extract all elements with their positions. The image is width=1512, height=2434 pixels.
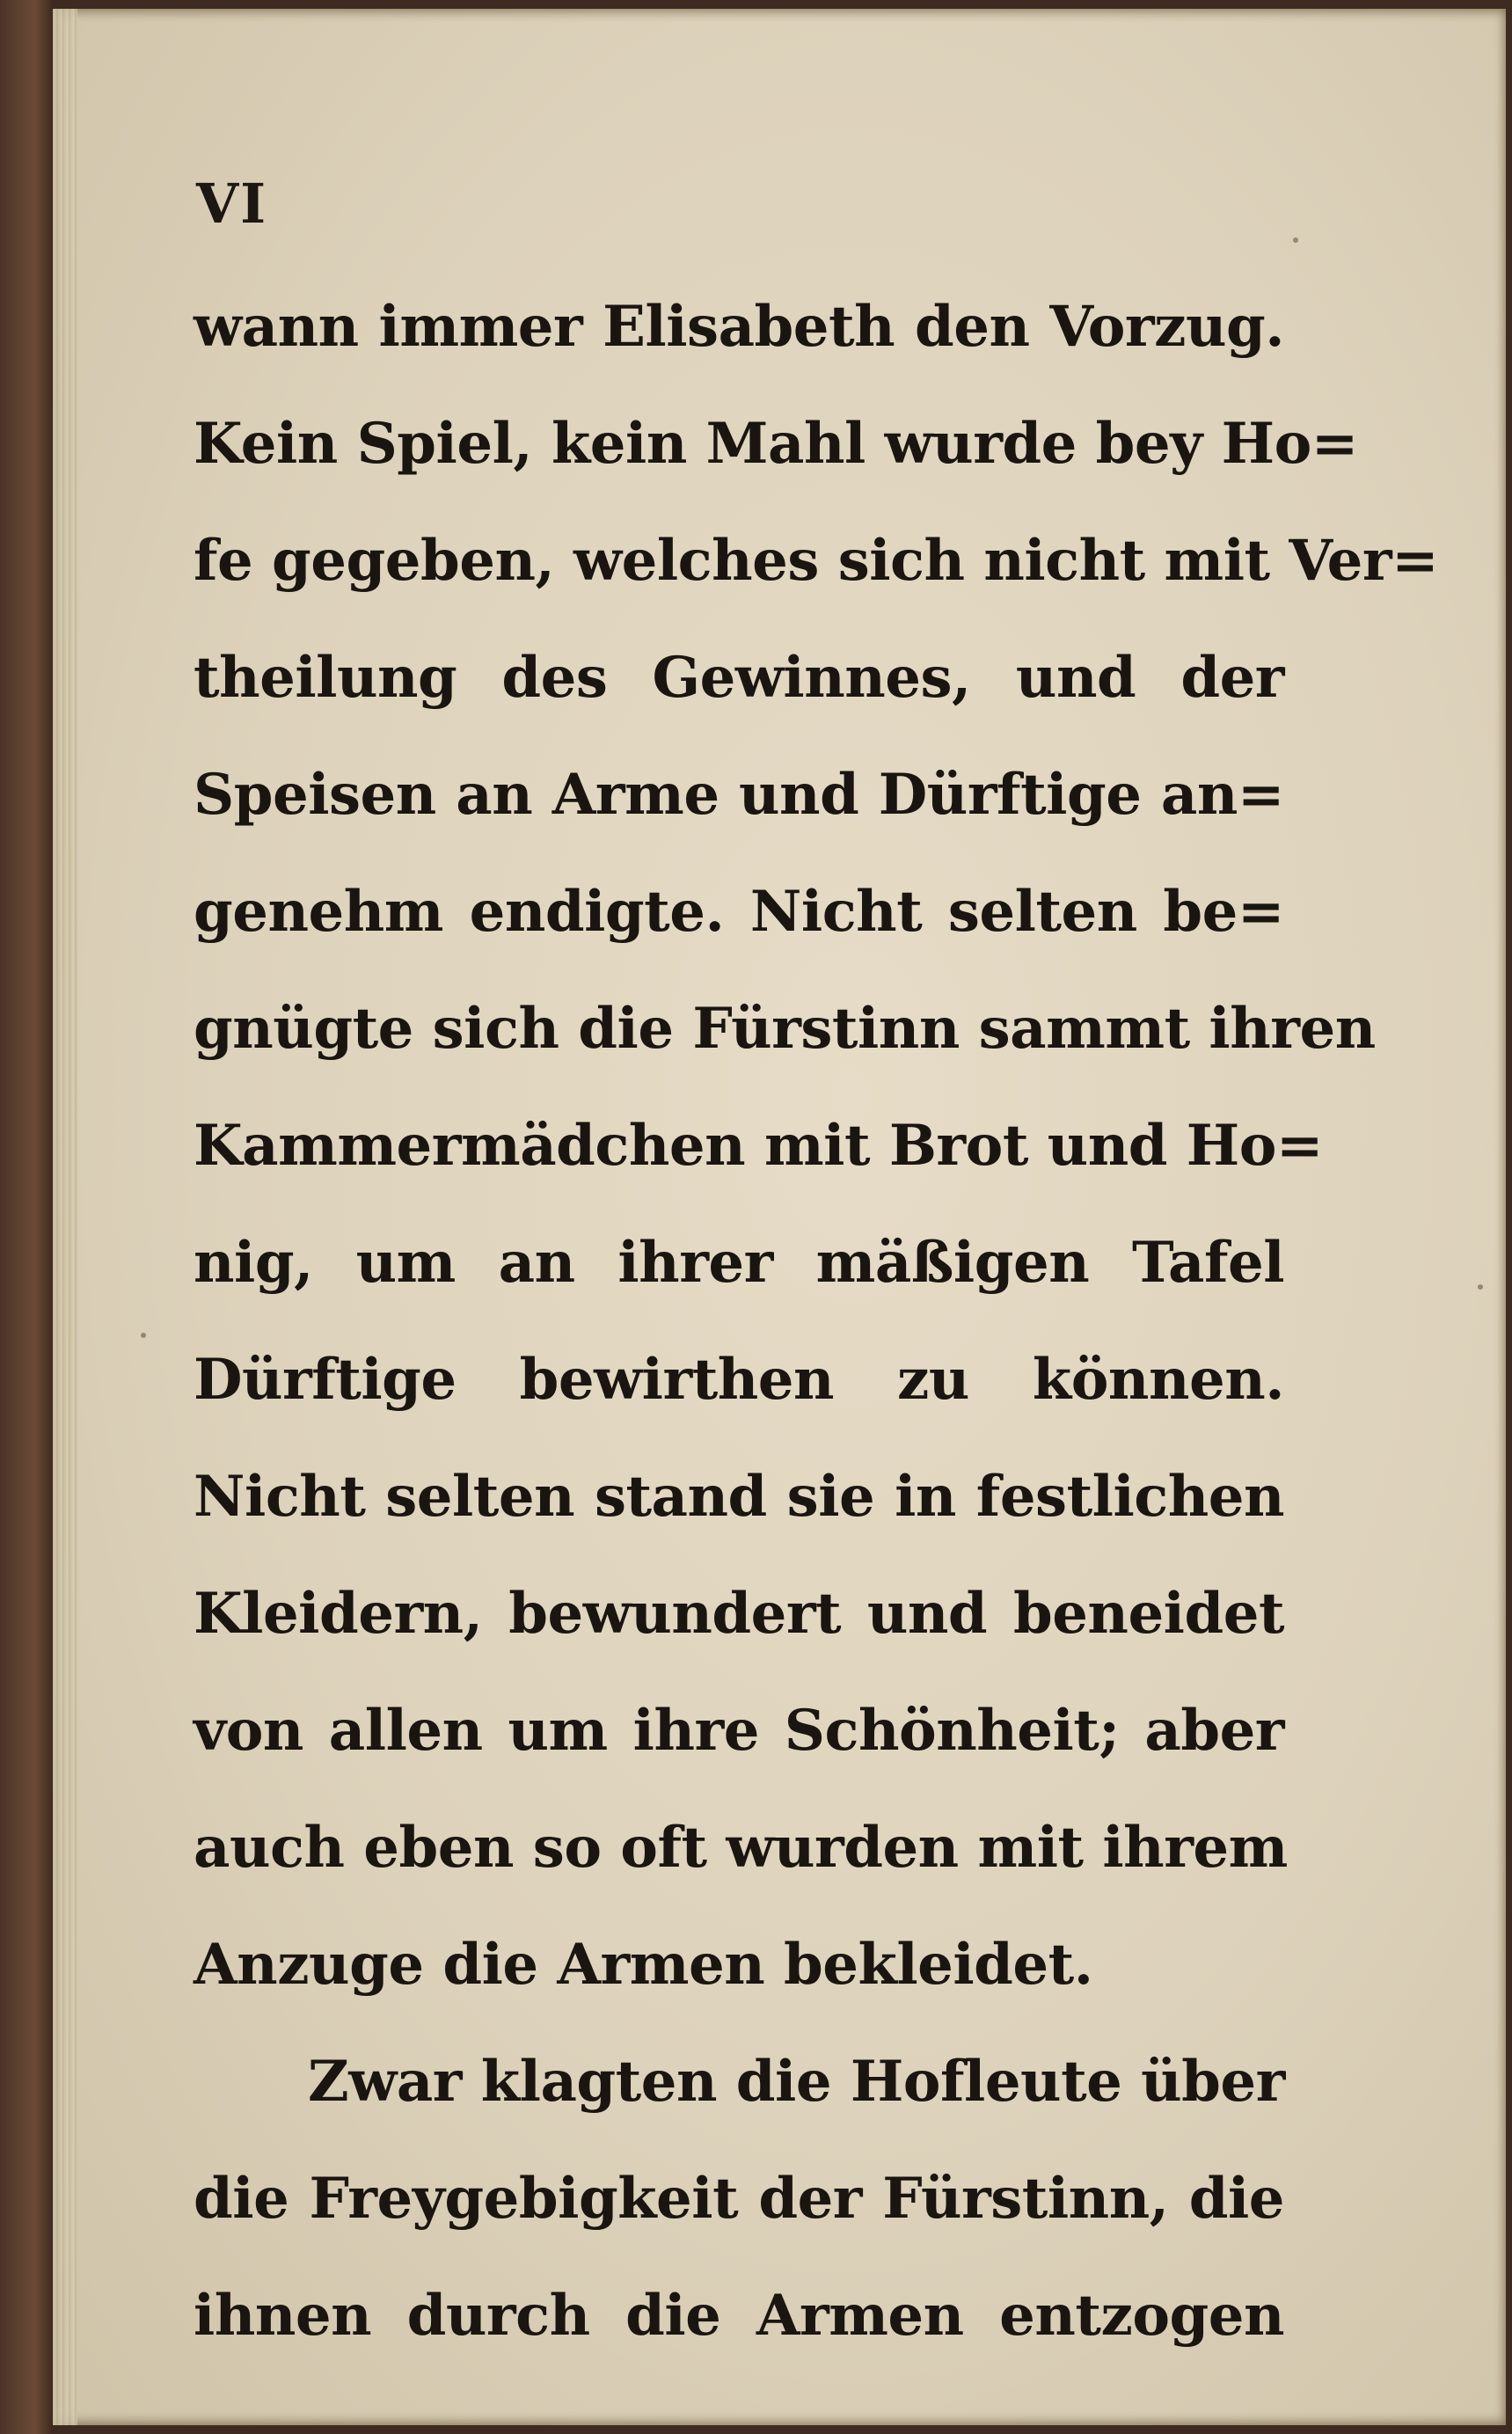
text-line: auch eben so oft wurden mit ihrem [194, 1815, 1288, 1881]
text-line: Kammermädchen mit Brot und Ho= [194, 1113, 1324, 1179]
paper-speck [141, 1333, 146, 1338]
text-line: Zwar klagten die Hofleute über [308, 2049, 1285, 2115]
text-line: fe gegeben, welches sich nicht mit Ver= [194, 528, 1439, 594]
body-text [194, 268, 1439, 2374]
text-line: Speisen an Arme und Dürftige an= [194, 762, 1284, 828]
text-line: gnügte sich die Fürstinn sammt ihren [194, 996, 1376, 1062]
text-line: Dürftige bewirthen zu können. [194, 1347, 1284, 1413]
page-number: VI [196, 172, 268, 236]
text-line: nig, um an ihrer mäßigen Tafel [194, 1230, 1284, 1296]
text-line: genehm endigte. Nicht selten be= [194, 879, 1284, 945]
text-line: theilung des Gewinnes, und der [194, 645, 1284, 711]
paper-speck [1478, 1284, 1483, 1290]
page-edges [53, 9, 77, 2425]
text-line: Kein Spiel, kein Mahl wurde bey Ho= [194, 411, 1358, 477]
text-line: Nicht selten stand sie in festlichen [194, 1464, 1284, 1530]
text-line: ihnen durch die Armen entzogen [194, 2283, 1284, 2349]
paper-speck [1293, 238, 1298, 243]
text-line: wann immer Elisabeth den Vorzug. [194, 294, 1284, 360]
text-line: die Freygebigkeit der Fürstinn, die [194, 2166, 1284, 2232]
text-line: Anzuge die Armen bekleidet. [194, 1932, 1093, 1998]
text-line: von allen um ihre Schönheit; aber [194, 1698, 1284, 1764]
text-line: Kleidern, bewundert und beneidet [194, 1581, 1284, 1647]
